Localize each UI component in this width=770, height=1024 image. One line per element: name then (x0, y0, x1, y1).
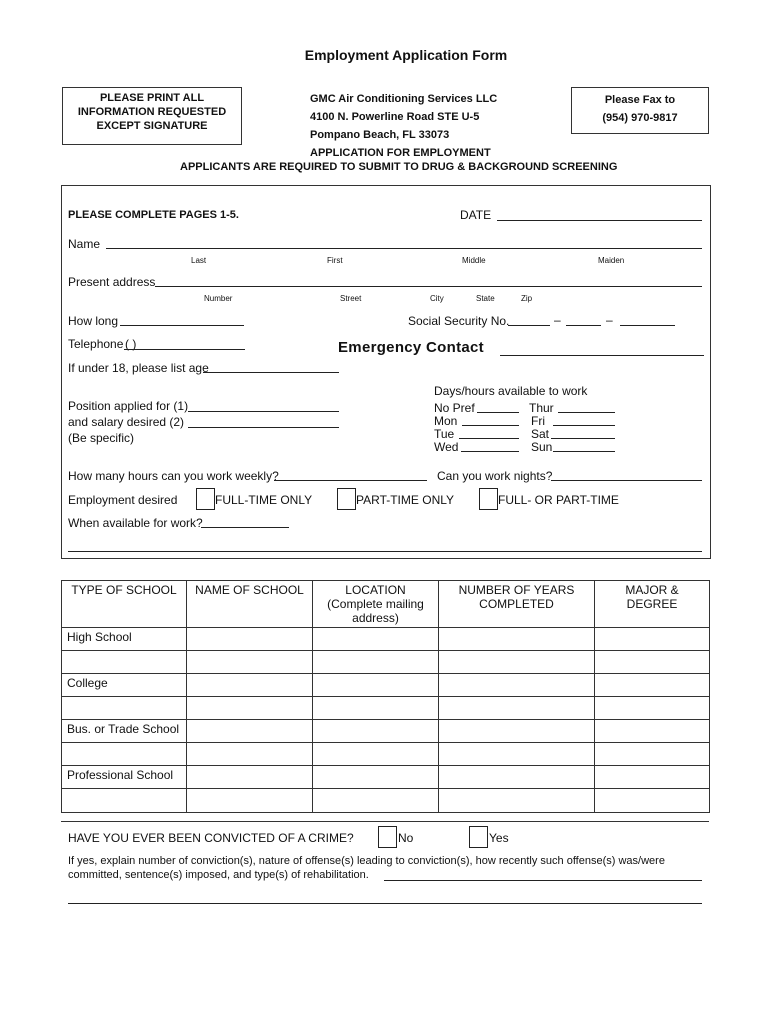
position-field-2[interactable] (188, 427, 339, 428)
position-field-1[interactable] (188, 411, 339, 412)
address-field[interactable] (155, 286, 702, 287)
day-fri: Fri (531, 414, 545, 428)
employment-desired-label: Employment desired (68, 493, 178, 507)
table-row (62, 697, 710, 720)
full-time-label: FULL-TIME ONLY (215, 493, 313, 507)
school-name-cell[interactable] (187, 674, 313, 697)
name-field[interactable] (106, 248, 702, 249)
nights-field[interactable] (551, 480, 702, 481)
full-or-part-time-label: FULL- OR PART-TIME (498, 493, 619, 507)
position-line-1: Position applied for (1) (68, 399, 189, 413)
telephone-area-code[interactable]: ( ) (125, 337, 137, 351)
crime-no-checkbox[interactable] (378, 826, 397, 848)
when-available-field[interactable] (201, 527, 289, 528)
complete-pages-notice: PLEASE COMPLETE PAGES 1-5. (68, 209, 239, 221)
day-mon-field[interactable] (462, 425, 519, 426)
crime-yes-checkbox[interactable] (469, 826, 488, 848)
date-label: DATE (460, 208, 492, 222)
nights-label: Can you work nights? (437, 469, 553, 483)
emergency-contact-field[interactable] (500, 355, 704, 356)
fax-number: (954) 970-9817 (602, 112, 678, 124)
crime-explain-field-2[interactable] (68, 903, 702, 904)
name-part-first: First (327, 256, 343, 265)
crime-explain-line-1: If yes, explain number of conviction(s), nature of offense(s) leading to conviction(s), how recently such offense(s) was/were (68, 855, 665, 867)
school-degree-cell[interactable] (595, 674, 710, 697)
page-title: Employment Application Form (304, 47, 508, 63)
day-wed: Wed (434, 440, 459, 454)
school-years-cell[interactable] (439, 628, 595, 651)
table-row (62, 628, 710, 651)
school-type-high-school: High School (62, 628, 187, 651)
ssn-separator-2: – (606, 313, 613, 327)
fax-box (571, 87, 709, 134)
school-location-cell[interactable] (313, 766, 439, 789)
position-line-2: and salary desired (2) (68, 415, 185, 429)
day-fri-field[interactable] (553, 425, 615, 426)
fax-label: Please Fax to (604, 94, 676, 106)
school-location-cell[interactable] (313, 674, 439, 697)
school-location-cell[interactable] (313, 628, 439, 651)
crime-no-label: No (398, 831, 414, 845)
school-years-cell[interactable] (439, 720, 595, 743)
school-degree-cell[interactable] (595, 766, 710, 789)
company-address-1: 4100 N. Powerline Road STE U-5 (310, 111, 480, 123)
days-hours-title: Days/hours available to work (434, 384, 588, 398)
ssn-field-2[interactable] (566, 325, 601, 326)
education-table (61, 580, 710, 813)
company-name: GMC Air Conditioning Services LLC (310, 93, 498, 105)
day-sat: Sat (531, 427, 550, 441)
telephone-label: Telephone (68, 337, 124, 351)
education-header-name: NAME OF SCHOOL (187, 581, 313, 628)
screening-notice: APPLICANTS ARE REQUIRED TO SUBMIT TO DRUG & BACKGROUND SCREENING (180, 161, 618, 173)
how-long-field[interactable] (120, 325, 244, 326)
day-tue: Tue (434, 427, 455, 441)
how-long-label: How long (68, 314, 119, 328)
education-header-type: TYPE OF SCHOOL (62, 581, 187, 628)
section-divider (61, 821, 709, 822)
crime-explain-field[interactable] (384, 880, 702, 881)
school-name-cell[interactable] (187, 720, 313, 743)
crime-question: HAVE YOU EVER BEEN CONVICTED OF A CRIME? (68, 831, 354, 845)
table-row (62, 743, 710, 766)
school-years-cell[interactable] (439, 674, 595, 697)
school-type-professional: Professional School (62, 766, 187, 789)
table-row (62, 789, 710, 813)
table-row (62, 766, 710, 789)
ssn-field-3[interactable] (620, 325, 675, 326)
document-type: APPLICATION FOR EMPLOYMENT (310, 147, 491, 159)
table-row (62, 720, 710, 743)
day-tue-field[interactable] (459, 438, 519, 439)
day-no-pref: No Pref (434, 401, 475, 415)
date-field[interactable] (497, 220, 702, 221)
address-part-number: Number (204, 294, 233, 303)
day-sat-field[interactable] (551, 438, 615, 439)
telephone-field[interactable] (124, 349, 245, 350)
address-part-state: State (476, 294, 495, 303)
crime-yes-label: Yes (489, 831, 509, 845)
school-degree-cell[interactable] (595, 628, 710, 651)
school-degree-cell[interactable] (595, 720, 710, 743)
ssn-label: Social Security No. (408, 314, 510, 328)
name-part-middle: Middle (462, 256, 486, 265)
school-name-cell[interactable] (187, 628, 313, 651)
hours-weekly-field[interactable] (274, 480, 427, 481)
ssn-field-1[interactable] (508, 325, 550, 326)
address-label: Present address (68, 275, 156, 289)
day-sun: Sun (531, 440, 553, 454)
address-part-zip: Zip (521, 294, 533, 303)
education-header-location: LOCATION (Complete mailing address) (313, 581, 439, 628)
print-notice-line-1: PLEASE PRINT ALL (99, 92, 205, 104)
when-available-label: When available for work? (68, 516, 203, 530)
day-no-pref-field[interactable] (477, 412, 519, 413)
school-name-cell[interactable] (187, 766, 313, 789)
name-part-last: Last (191, 256, 207, 265)
day-thur-field[interactable] (558, 412, 615, 413)
print-notice-line-3: EXCEPT SIGNATURE (96, 120, 208, 132)
company-address-2: Pompano Beach, FL 33073 (310, 129, 450, 141)
emergency-contact-label: Emergency Contact (338, 339, 484, 356)
extra-notes-field[interactable] (68, 551, 702, 552)
part-time-label: PART-TIME ONLY (356, 493, 455, 507)
address-part-street: Street (340, 294, 362, 303)
school-location-cell[interactable] (313, 720, 439, 743)
under-18-field[interactable] (203, 372, 339, 373)
print-notice-line-2: INFORMATION REQUESTED (77, 106, 227, 118)
under-18-label: If under 18, please list age (68, 361, 209, 375)
part-time-checkbox[interactable] (337, 488, 356, 510)
ssn-separator-1: – (554, 313, 561, 327)
school-years-cell[interactable] (439, 766, 595, 789)
day-thur: Thur (529, 401, 554, 415)
print-notice-box (62, 87, 242, 145)
full-time-checkbox[interactable] (196, 488, 215, 510)
name-part-maiden: Maiden (598, 256, 625, 265)
day-sun-field[interactable] (553, 451, 615, 452)
full-or-part-time-checkbox[interactable] (479, 488, 498, 510)
education-header-degree: MAJOR & DEGREE (595, 581, 710, 628)
hours-weekly-label: How many hours can you work weekly? (68, 469, 279, 483)
name-label: Name (68, 237, 101, 251)
address-part-city: City (430, 294, 444, 303)
school-type-trade: Bus. or Trade School (62, 720, 187, 743)
school-type-college: College (62, 674, 187, 697)
crime-explain-line-2: committed, sentence(s) imposed, and type(s) of rehabilitation. (68, 869, 369, 881)
table-row (62, 651, 710, 674)
table-row (62, 674, 710, 697)
day-mon: Mon (434, 414, 458, 428)
day-wed-field[interactable] (461, 451, 519, 452)
position-note: (Be specific) (68, 431, 135, 445)
education-header-years: NUMBER OF YEARS COMPLETED (439, 581, 595, 628)
